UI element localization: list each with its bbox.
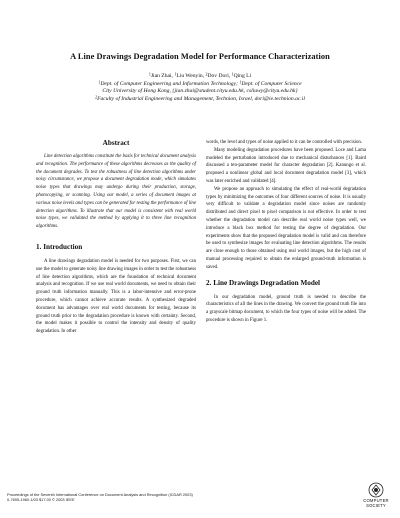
affil-text: Dept. of Computer Science bbox=[241, 80, 302, 87]
section2-text: In our degradation model, ground truth is needed to describe the characteristics of all the lines in the drawing. We convert the ground truth file into a grayscale bitmap document, to which the four types of noise will be added. The procedure is shown in Figure 1. bbox=[206, 294, 366, 323]
right-column bbox=[206, 139, 366, 325]
affiliation-2 bbox=[0, 96, 400, 104]
author-name: Liu Wenyin, bbox=[176, 73, 206, 79]
paragraph-approach: We propose an approach to simulating the effect of real-world degradation types by minimizing the outcomes of four different sources of noise. It is usually very difficult to validate a degradation model since noises are randomly distributed and direct pixel to pixel comparison is not effective. In order to test whether the degradation model can describe real world noise types well, we introduce a black box method for testing the degree of degradation. Our experiments show that the proposed degradation model is valid and can therefore be used to synthesize images for evaluating line detection algorithms. The results are close enough to those obtained using real world images, but the high cost of manual processing required to obtain the enlarged ground-truth information is saved. bbox=[206, 186, 366, 270]
ieee-computer-society-logo bbox=[356, 482, 396, 509]
page-footer bbox=[7, 492, 307, 502]
paragraph-continuation: words, the level and types of noise applied to it can be controlled with precision. bbox=[206, 140, 363, 145]
author-name: Jian Zhai, bbox=[150, 73, 175, 79]
affil-text: Dept. of Computer Engineering and Information Technology; bbox=[100, 80, 240, 87]
affil-sup: 1 bbox=[98, 79, 101, 84]
author-name: Dov Dori, bbox=[207, 73, 232, 79]
logo-text-society: SOCIETY bbox=[366, 502, 386, 508]
abstract-text: Line detection algorithms constitute the basis for technical document analysis and recognition. The performance of these algorithms decreases as the quality of the document degrades. To test the robustness of line detection algorithms under noisy circumstance, we propose a document degradation mode, which simulates noise types that drawings may undergo during their production, storage, photocopying, or scanning. Using our model, a series of document images at various noise levels and types can be generated for testing the performance of line detection algorithms. To illustrate that our model is consistent with real world noise types, we validated the method by applying it to three line recognition algorithms. bbox=[36, 154, 196, 230]
paragraph-related-work: Many modeling degradation procedures have been proposed. Loce and Lama modeled the perturbation introduced due to mechanical disturbances [1]. Baird discussed a ten-parameter model for character degradation [2]. Kanungo et al. proposed a nonlinear global and local document degradation model [3], which was later enriched and validated [4]. bbox=[206, 147, 366, 184]
section2-heading: 2. Line Drawings Degradation Model bbox=[206, 278, 320, 287]
affil-sup: 2 bbox=[95, 94, 98, 100]
affil-text: Faculty of Industrial Engineering and Management, Technion, Israel, dori@ie.technion.ac.il bbox=[97, 95, 305, 102]
intro-heading: 1. Introduction bbox=[36, 242, 83, 251]
left-column bbox=[36, 139, 196, 336]
affiliation-1-location: City University of Hong Kong, {jian.zhai@student.cityu.edu.hk, csliuwy@cityu.edu.hk} bbox=[102, 88, 298, 95]
author-name: Qing Li bbox=[233, 73, 252, 79]
footer-copyright: 0-7695-1960-1/03 $17.00 © 2003 IEEE bbox=[7, 497, 75, 503]
author-names bbox=[0, 73, 400, 81]
author-sup: 2 bbox=[205, 71, 208, 77]
author-sup: 1 bbox=[174, 71, 177, 77]
logo-text-computer: COMPUTER bbox=[363, 498, 389, 503]
paper-title: A Line Drawings Degradation Model for Performance Characterization bbox=[70, 52, 330, 61]
author-sup: 1 bbox=[148, 71, 151, 77]
affil-sup: 1 bbox=[239, 79, 242, 84]
footer-proceedings: Proceedings of the Seventh International Conference on Document Analysis and Recognition (ICDAR 2003) bbox=[7, 492, 193, 497]
abstract-heading: Abstract bbox=[102, 139, 130, 147]
author-block bbox=[0, 73, 400, 103]
intro-text: A line drawings degradation model is needed for two purposes. First, we can use the model to generate noisy line drawing images in order to test the robustness of line detection algorithms, which are the foundation of technical document analysis and recognition. If we use real world documents, we need to obtain their ground truth information manually. This is a labor-intensive and error-prone procedure, which cannot achieve accurate results. A synthesized degraded document has advantages over real world documents for testing, because its ground truth prior to the degradation procedure is known with certainty. Second, the model makes it possible to control the intensity and density of quality degradation. In other bbox=[36, 258, 196, 335]
computer-society-icon bbox=[368, 482, 384, 498]
author-sup: 1 bbox=[231, 71, 234, 77]
